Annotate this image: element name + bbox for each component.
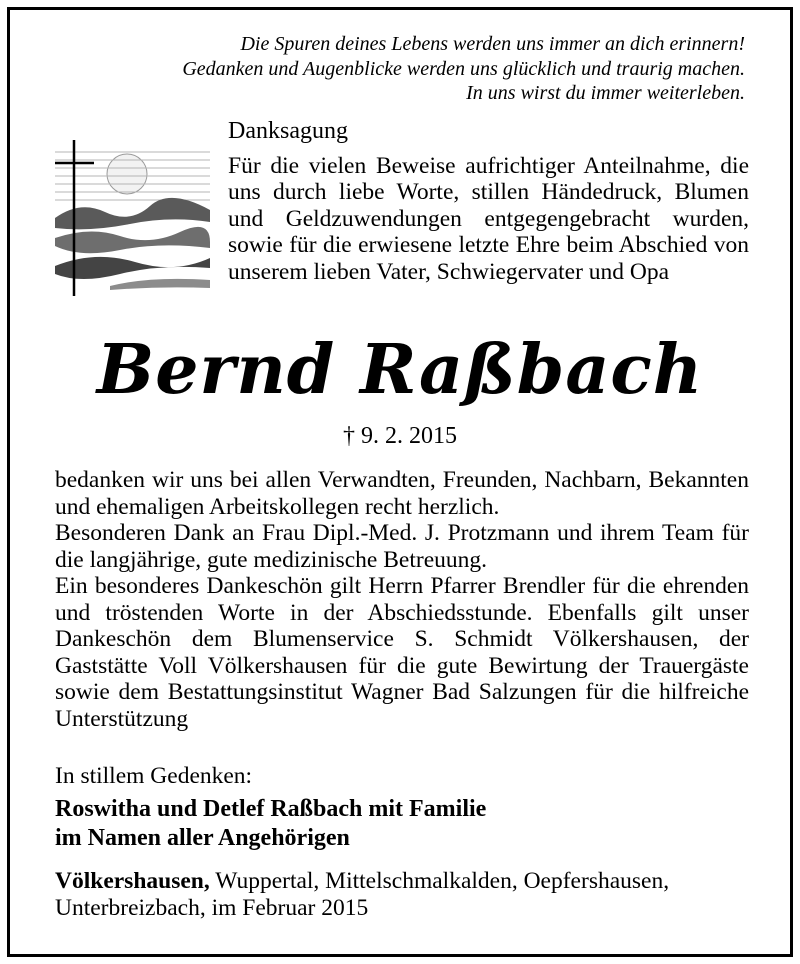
- intro-text: Für die vielen Beweise aufrichtiger Anteilnahme, die uns durch liebe Worte, stillen Händedruck, Blumen und Geldzuwendungen entgegengebracht wurden, sowie für die erwiesene letzte Ehre beim Abschied von unserem lieben Vater, Schwiegervater und Opa: [228, 152, 749, 285]
- place-main: Völkershausen,: [55, 868, 210, 894]
- intro-block: [228, 118, 749, 285]
- poem-line-3: In uns wirst du immer weiterleben.: [466, 82, 745, 104]
- deceased-name: Bernd Raßbach: [96, 330, 704, 410]
- place-and-date: [55, 868, 749, 921]
- death-date: † 9. 2. 2015: [343, 423, 457, 449]
- poem-line-1: Die Spuren deines Lebens werden uns immer an dich erinnern!: [240, 33, 745, 55]
- cross-landscape-illustration: [50, 138, 215, 302]
- thanks-paragraph-2: Besonderen Dank an Frau Dipl.-Med. J. Protzmann und ihrem Team für die langjährige, gute medizinische Betreuung.: [55, 520, 749, 573]
- thanks-paragraph-1: bedanken wir uns bei allen Verwandten, Freunden, Nachbarn, Bekannten und ehemaligen Arbeitskollegen recht herzlich.: [55, 467, 749, 520]
- intro-heading: Danksagung: [228, 118, 348, 144]
- place-rest: Wuppertal, Mittelschmalkalden, Oepfershausen, Unterbreizbach, im Februar 2015: [55, 868, 670, 921]
- in-memory-label: In stillem Gedenken:: [55, 763, 253, 789]
- poem-line-2: Gedanken und Augenblicke werden uns glücklich und traurig machen.: [182, 57, 745, 80]
- family-signature: [55, 795, 486, 852]
- thanks-paragraph-3: Ein besonderes Dankeschön gilt Herrn Pfarrer Brendler für die ehrenden und tröstenden Worte in der Abschiedsstunde. Ebenfalls gilt unser Dankeschön dem Blumenservice S. Schmidt Völkershausen, der Gaststätte Voll Völkershausen für die gute Bewirtung der Trauergäste sowie dem Bestattungsinstitut Wagner Bad Salzungen für die hilfreiche Unterstützung: [55, 573, 749, 732]
- family-line-2: im Namen aller Angehörigen: [55, 824, 350, 851]
- thanks-text: [55, 467, 749, 732]
- memorial-poem: [182, 32, 745, 106]
- family-line-1: Roswitha und Detlef Raßbach mit Familie: [55, 796, 487, 822]
